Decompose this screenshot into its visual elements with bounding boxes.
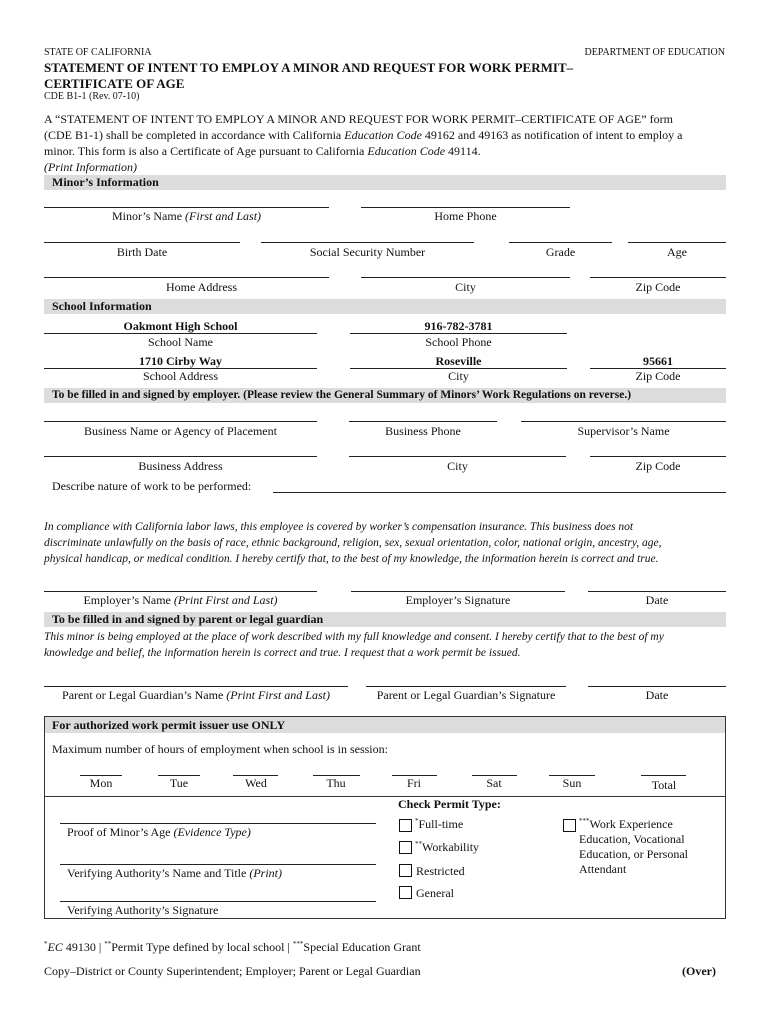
guardian-signature-label: Parent or Legal Guardian’s Signature: [376, 688, 556, 702]
verifier-signature-field[interactable]: [60, 901, 376, 902]
school-phone-label: School Phone: [425, 335, 492, 349]
employer-signature-label: Employer’s Signature: [405, 593, 511, 607]
grade-field[interactable]: [509, 242, 612, 243]
proof-of-age-field[interactable]: [60, 823, 376, 824]
age-label: Age: [667, 245, 687, 259]
department-label: DEPARTMENT OF EDUCATION: [584, 47, 725, 58]
footnotes: *EC 49130 | **Permit Type defined by local school | ***Special Education Grant: [44, 940, 421, 954]
day-sat-label: Sat: [486, 776, 502, 790]
supervisor-name-label: Supervisor’s Name: [577, 424, 670, 438]
employer-date-field[interactable]: [588, 591, 726, 592]
supervisor-name-field[interactable]: [521, 421, 726, 422]
guardian-date-field[interactable]: [588, 686, 726, 687]
work-experience-label: ***Work Experience Education, Vocational Education, or Personal Attendant: [579, 817, 688, 876]
ssn-label: Social Security Number: [309, 245, 426, 259]
issuer-heading: For authorized work permit issuer use ONLY: [52, 718, 286, 732]
school-info-heading: School Information: [44, 299, 726, 314]
business-phone-label: Business Phone: [385, 424, 461, 438]
guardian-consent: This minor is being employed at the place of work described with my full knowledge and consent. I hereby certify that to the best of my knowledge and belief, the information herein is correct and true. I request that a work permit be issued.: [44, 631, 664, 659]
school-address-label: School Address: [143, 369, 218, 383]
school-city-label: City: [448, 369, 469, 383]
employer-name-label: Employer’s Name (Print First and Last): [83, 593, 278, 607]
minor-city-label: City: [455, 280, 476, 294]
school-zip-value: 95661: [643, 354, 673, 368]
day-sun-label: Sun: [562, 776, 582, 790]
day-mon-label: Mon: [89, 776, 113, 790]
business-city-label: City: [447, 459, 468, 473]
fulltime-label: *Full-time: [415, 817, 464, 831]
home-phone-label: Home Phone: [434, 209, 497, 223]
minor-city-field[interactable]: [361, 277, 570, 278]
business-zip-label: Zip Code: [635, 459, 681, 473]
employer-heading: To be filled in and signed by employer. (Please review the General Summary of Minors’ Work Regulations on reverse.): [44, 388, 726, 403]
home-address-field[interactable]: [44, 277, 329, 278]
nature-of-work-field[interactable]: [273, 492, 726, 493]
general-label: General: [416, 886, 454, 900]
proof-of-age-label: Proof of Minor’s Age (Evidence Type): [67, 825, 251, 839]
employer-name-field[interactable]: [44, 591, 317, 592]
school-zip-label: Zip Code: [635, 369, 681, 383]
guardian-name-label: Parent or Legal Guardian’s Name (Print First and Last): [62, 688, 330, 702]
employer-date-label: Date: [645, 593, 669, 607]
school-phone-value: 916-782-3781: [424, 319, 493, 333]
business-address-field[interactable]: [44, 456, 317, 457]
day-fri-label: Fri: [406, 776, 421, 790]
business-city-field[interactable]: [349, 456, 566, 457]
age-field[interactable]: [628, 242, 726, 243]
school-name-label: School Name: [148, 335, 213, 349]
form-title-line1: STATEMENT OF INTENT TO EMPLOY A MINOR AND REQUEST FOR WORK PERMIT–: [44, 60, 574, 75]
max-hours-label: Maximum number of hours of employment when school is in session:: [52, 742, 388, 756]
guardian-name-field[interactable]: [44, 686, 348, 687]
business-zip-field[interactable]: [590, 456, 726, 457]
minor-info-heading: Minor’s Information: [44, 175, 726, 190]
nature-of-work-label: Describe nature of work to be performed:: [52, 479, 252, 493]
minor-zip-label: Zip Code: [635, 280, 681, 294]
guardian-signature-field[interactable]: [366, 686, 566, 687]
ssn-field[interactable]: [261, 242, 474, 243]
school-name-field[interactable]: [44, 333, 317, 334]
employer-signature-field[interactable]: [351, 591, 565, 592]
total-label: Total: [651, 778, 677, 792]
birth-date-field[interactable]: [44, 242, 240, 243]
intro-line3: minor. This form is also a Certificate of Age pursuant to California Education Code 49114.: [44, 144, 481, 158]
day-thu-label: Thu: [326, 776, 346, 790]
school-name-value: Oakmont High School: [123, 319, 238, 333]
form-title-line2: CERTIFICATE OF AGE: [44, 76, 185, 91]
guardian-date-label: Date: [645, 688, 669, 702]
business-name-label: Business Name or Agency of Placement: [84, 424, 277, 438]
intro-line1: A “STATEMENT OF INTENT TO EMPLOY A MINOR AND REQUEST FOR WORK PERMIT–CERTIFICATE OF AGE” form: [44, 112, 673, 126]
permit-type-heading: Check Permit Type:: [398, 797, 501, 811]
issuer-divider: [44, 796, 726, 797]
day-wed-label: Wed: [245, 776, 267, 790]
hours-total-field[interactable]: [641, 775, 686, 776]
intro-line2: (CDE B1-1) shall be completed in accordance with California Education Code 49162 and 49163 as notification of intent to employ a: [44, 128, 683, 142]
minor-zip-field[interactable]: [590, 277, 726, 278]
guardian-heading: To be filled in and signed by parent or legal guardian: [44, 612, 726, 627]
verifier-name-label: Verifying Authority’s Name and Title (Print): [67, 866, 282, 880]
restricted-checkbox[interactable]: [399, 864, 412, 877]
grade-label: Grade: [545, 245, 576, 259]
minor-name-label: Minor’s Name (First and Last): [111, 209, 262, 223]
restricted-label: Restricted: [416, 864, 465, 878]
day-tue-label: Tue: [169, 776, 189, 790]
business-name-field[interactable]: [44, 421, 317, 422]
verifier-signature-label: Verifying Authority’s Signature: [67, 903, 219, 917]
work-experience-checkbox[interactable]: [563, 819, 576, 832]
print-info-note: (Print Information): [44, 160, 137, 174]
business-address-label: Business Address: [138, 459, 223, 473]
workability-label: **Workability: [415, 840, 480, 854]
school-address-value: 1710 Cirby Way: [138, 354, 223, 368]
business-phone-field[interactable]: [349, 421, 497, 422]
intro-paragraph: [44, 111, 730, 159]
form-id: CDE B1-1 (Rev. 07-10): [44, 91, 140, 102]
school-phone-field[interactable]: [350, 333, 567, 334]
compliance-statement: In compliance with California labor laws, this employee is covered by worker’s compensation insurance. This business does not discriminate unlawfully on the basis of race, ethnic background, religion, sex, sexual orientation, color, national origin, ancestry, age, physical handicap, or medical condition. I hereby certify that, to the best of my knowledge, the information herein is correct and true.: [44, 521, 662, 565]
general-checkbox[interactable]: [399, 886, 412, 899]
birth-date-label: Birth Date: [116, 245, 168, 259]
minor-name-field[interactable]: [44, 207, 329, 208]
school-city-value: Roseville: [435, 354, 482, 368]
home-address-label: Home Address: [166, 280, 237, 294]
state-label: STATE OF CALIFORNIA: [44, 47, 152, 58]
verifier-name-field[interactable]: [60, 864, 376, 865]
over-indicator: (Over): [682, 964, 716, 978]
copy-distribution: Copy–District or County Superintendent; Employer; Parent or Legal Guardian: [44, 964, 421, 978]
workability-checkbox[interactable]: [399, 841, 412, 854]
fulltime-checkbox[interactable]: [399, 819, 412, 832]
home-phone-field[interactable]: [361, 207, 570, 208]
